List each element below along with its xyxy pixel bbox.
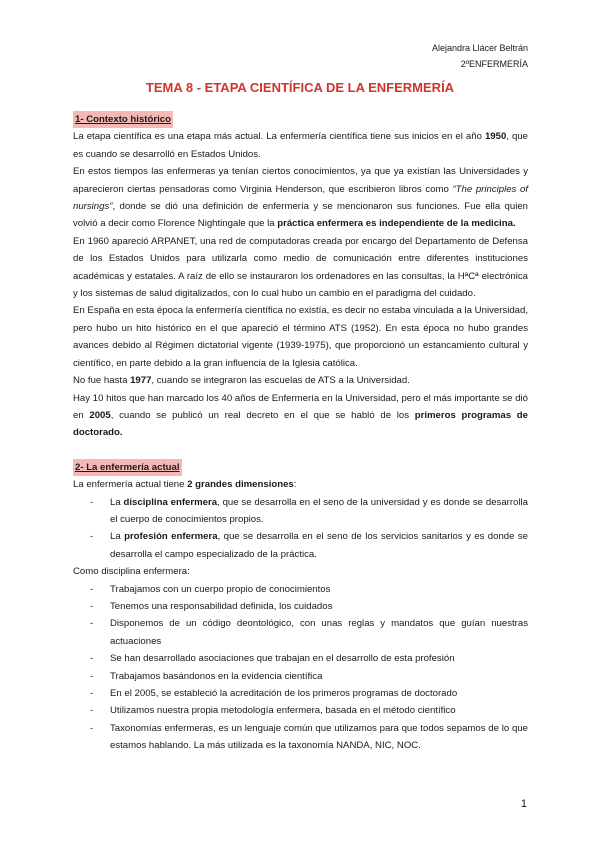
paragraph: En 1960 apareció ARPANET, una red de computadoras creada por encargo del Departamento de Defensa de los Estados Unidos para utilizarla como medio de comunicación entre diferentes instituciones académicas y estatales. A raíz de ello se instauraron los ordenadores en las consultas, la HªCª electrónica y los sistemas de salud digitalizados, con lo cual hubo un cambio en el paradigma del cuidado.: [73, 235, 528, 300]
list-item: - Tenemos una responsabilidad definida, los cuidados: [73, 598, 528, 615]
dimensions-list: [73, 494, 528, 564]
document-body: [73, 109, 528, 755]
list-item: - La profesión enfermera, que se desarrolla en el seno de los servicios sanitarios y es donde se desarrolla el campo especializado de la práctica.: [73, 528, 528, 563]
list-item: - Trabajamos con un cuerpo propio de conocimientos: [73, 581, 528, 598]
page-number: 1: [520, 798, 527, 810]
document-title: TEMA 8 - ETAPA CIENTÍFICA DE LA ENFERMERÍA: [145, 80, 455, 95]
list-item: - Se han desarrollado asociaciones que trabajan en el desarrollo de esta profesión: [73, 650, 528, 667]
page-header: [432, 40, 528, 72]
course-name: 2ºENFERMERÍA: [460, 59, 528, 69]
list-item: - Utilizamos nuestra propia metodología enfermera, basada en el método científico: [73, 702, 528, 719]
paragraph: La etapa científica es una etapa más actual. La enfermería científica tiene sus inicios en el año 1950, que es cuando se desarrolló en Estados Unidos.: [73, 131, 528, 160]
list-item: - Disponemos de un código deontológico, con unas reglas y mandatos que guían nuestras actuaciones: [73, 615, 528, 650]
paragraph: En España en esta época la enfermería científica no existía, es decir no estaba vinculada a la Universidad, pero hubo un hito histórico en el que apareció el término ATS (1952). En esta época no hubo grandes avances debido al Régimen dictatorial vigente (1939-1975), que proporcionó un estancamiento cultural y científico, en parte debido a la gran influencia de la Iglesia católica.: [73, 305, 528, 369]
list-item: - En el 2005, se estableció la acreditación de los primeros programas de doctorado: [73, 685, 528, 702]
paragraph: No fue hasta 1977, cuando se integraron las escuelas de ATS a la Universidad.: [73, 375, 410, 387]
section-heading-current: 2- La enfermería actual: [73, 459, 182, 476]
discipline-list: [73, 581, 528, 755]
list-item: - Trabajamos basándonos en la evidencia científica: [73, 668, 528, 685]
author-name: Alejandra Llácer Beltrán: [431, 43, 528, 53]
paragraph: Hay 10 hitos que han marcado los 40 años de Enfermería en la Universidad, pero el más importante se dió en 2005, cuando se publicó un real decreto en el que se habló de los primeros programas de doctorado.: [73, 392, 528, 439]
paragraph: Como disciplina enfermera:: [73, 566, 190, 578]
list-item: - La disciplina enfermera, que se desarrolla en el seno de la universidad y es donde se desarrolla el cuerpo de conocimientos propios.: [73, 494, 528, 529]
section-heading-context: 1- Contexto histórico: [73, 111, 173, 128]
paragraph: La enfermería actual tiene 2 grandes dimensiones:: [73, 479, 297, 491]
list-item: - Taxonomías enfermeras, es un lenguaje común que utilizamos para que todos sepamos de lo que estamos hablando. La más utilizada es la taxonomía NANDA, NIC, NOC.: [73, 720, 528, 755]
paragraph: En estos tiempos las enfermeras ya tenían ciertos conocimientos, ya que ya existían las Universidades y aparecieron ciertas pensadoras como Virginia Henderson, que escribieron libros como “The principles of nursings”, donde se dió una definición de enfermería y se mencionaron sus funciones. Fue ella quien volvió a decir como Florence Nightingale que la práctica enfermera es independiente de la medicina.: [73, 166, 528, 230]
